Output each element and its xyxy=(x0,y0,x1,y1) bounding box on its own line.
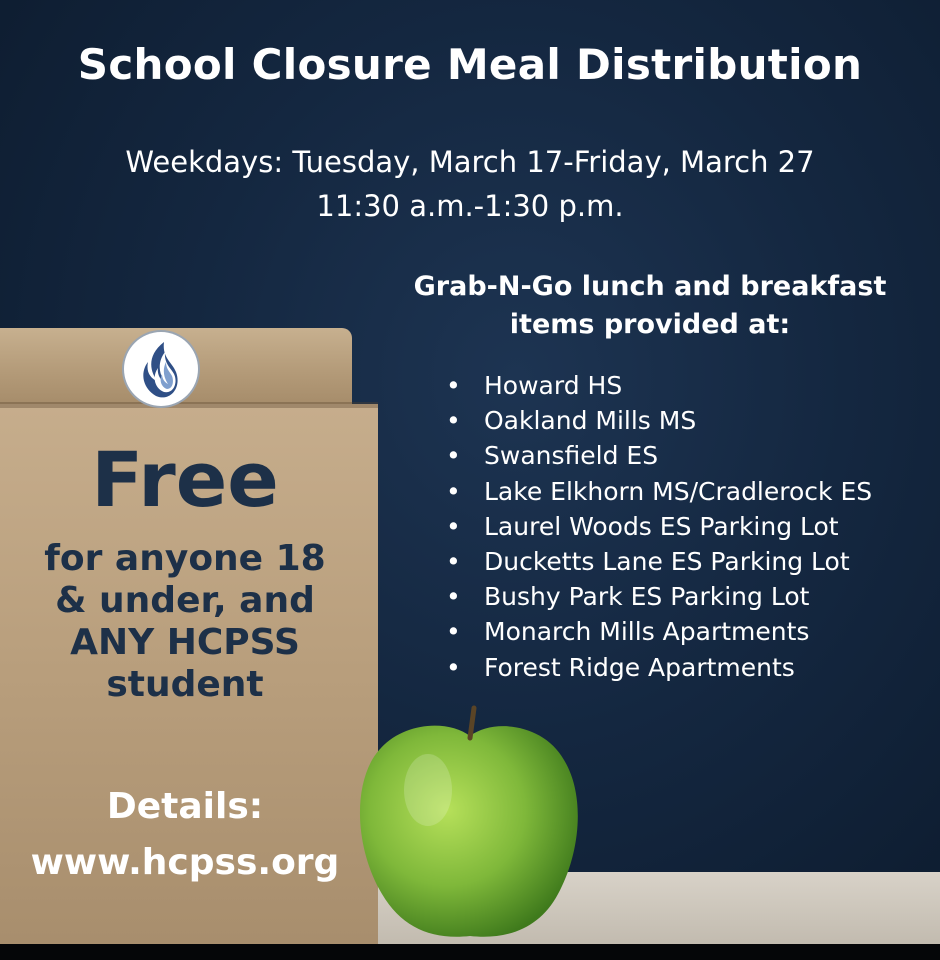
bullet-icon: • xyxy=(446,582,461,612)
details-link[interactable]: www.hcpss.org xyxy=(30,842,340,883)
location-name: Howard HS xyxy=(484,371,623,400)
eligibility-line: student xyxy=(106,664,264,705)
bullet-icon: • xyxy=(446,652,461,682)
schedule-days: Weekdays: Tuesday, March 17-Friday, March 27 xyxy=(125,145,815,179)
bullet-icon: • xyxy=(446,617,461,647)
free-label: Free xyxy=(91,435,279,524)
bullet-icon: • xyxy=(446,371,461,400)
location-list xyxy=(440,368,872,685)
eligibility-line: ANY HCPSS xyxy=(70,622,300,663)
page-title: School Closure Meal Distribution xyxy=(77,40,863,89)
list-item xyxy=(440,403,872,438)
eligibility-line: for anyone 18 xyxy=(44,538,326,579)
sites-heading xyxy=(385,268,915,344)
bullet-icon: • xyxy=(446,511,461,541)
list-item xyxy=(440,368,872,403)
list-item xyxy=(440,544,872,579)
list-item xyxy=(440,474,872,509)
schedule-hours: 11:30 a.m.-1:30 p.m. xyxy=(316,189,624,223)
location-name: Oakland Mills MS xyxy=(484,406,697,436)
bullet-icon: • xyxy=(446,476,461,506)
list-item xyxy=(440,509,872,544)
bullet-icon: • xyxy=(446,406,461,436)
eligibility-line: & under, and xyxy=(55,580,315,621)
sites-heading-line-1: Grab-N-Go lunch and breakfast xyxy=(413,271,887,302)
location-name: Bushy Park ES Parking Lot xyxy=(484,582,810,612)
location-name: Forest Ridge Apartments xyxy=(484,652,795,682)
location-name: Laurel Woods ES Parking Lot xyxy=(484,511,839,541)
green-apple-image xyxy=(350,704,590,944)
list-item xyxy=(440,614,872,649)
bottom-strip xyxy=(0,944,940,960)
details-label: Details: xyxy=(106,786,264,827)
flame-logo-icon xyxy=(124,332,198,406)
location-name: Lake Elkhorn MS/Cradlerock ES xyxy=(484,476,873,506)
list-item xyxy=(440,438,872,473)
sites-heading-line-2: items provided at: xyxy=(509,309,791,340)
bullet-icon: • xyxy=(446,547,461,577)
location-name: Ducketts Lane ES Parking Lot xyxy=(484,547,850,577)
list-item xyxy=(440,579,872,614)
eligibility-text xyxy=(0,538,370,706)
list-item xyxy=(440,650,872,685)
bullet-icon: • xyxy=(446,441,461,471)
location-name: Swansfield ES xyxy=(484,441,659,471)
location-name: Monarch Mills Apartments xyxy=(484,617,810,647)
schedule xyxy=(0,140,940,228)
